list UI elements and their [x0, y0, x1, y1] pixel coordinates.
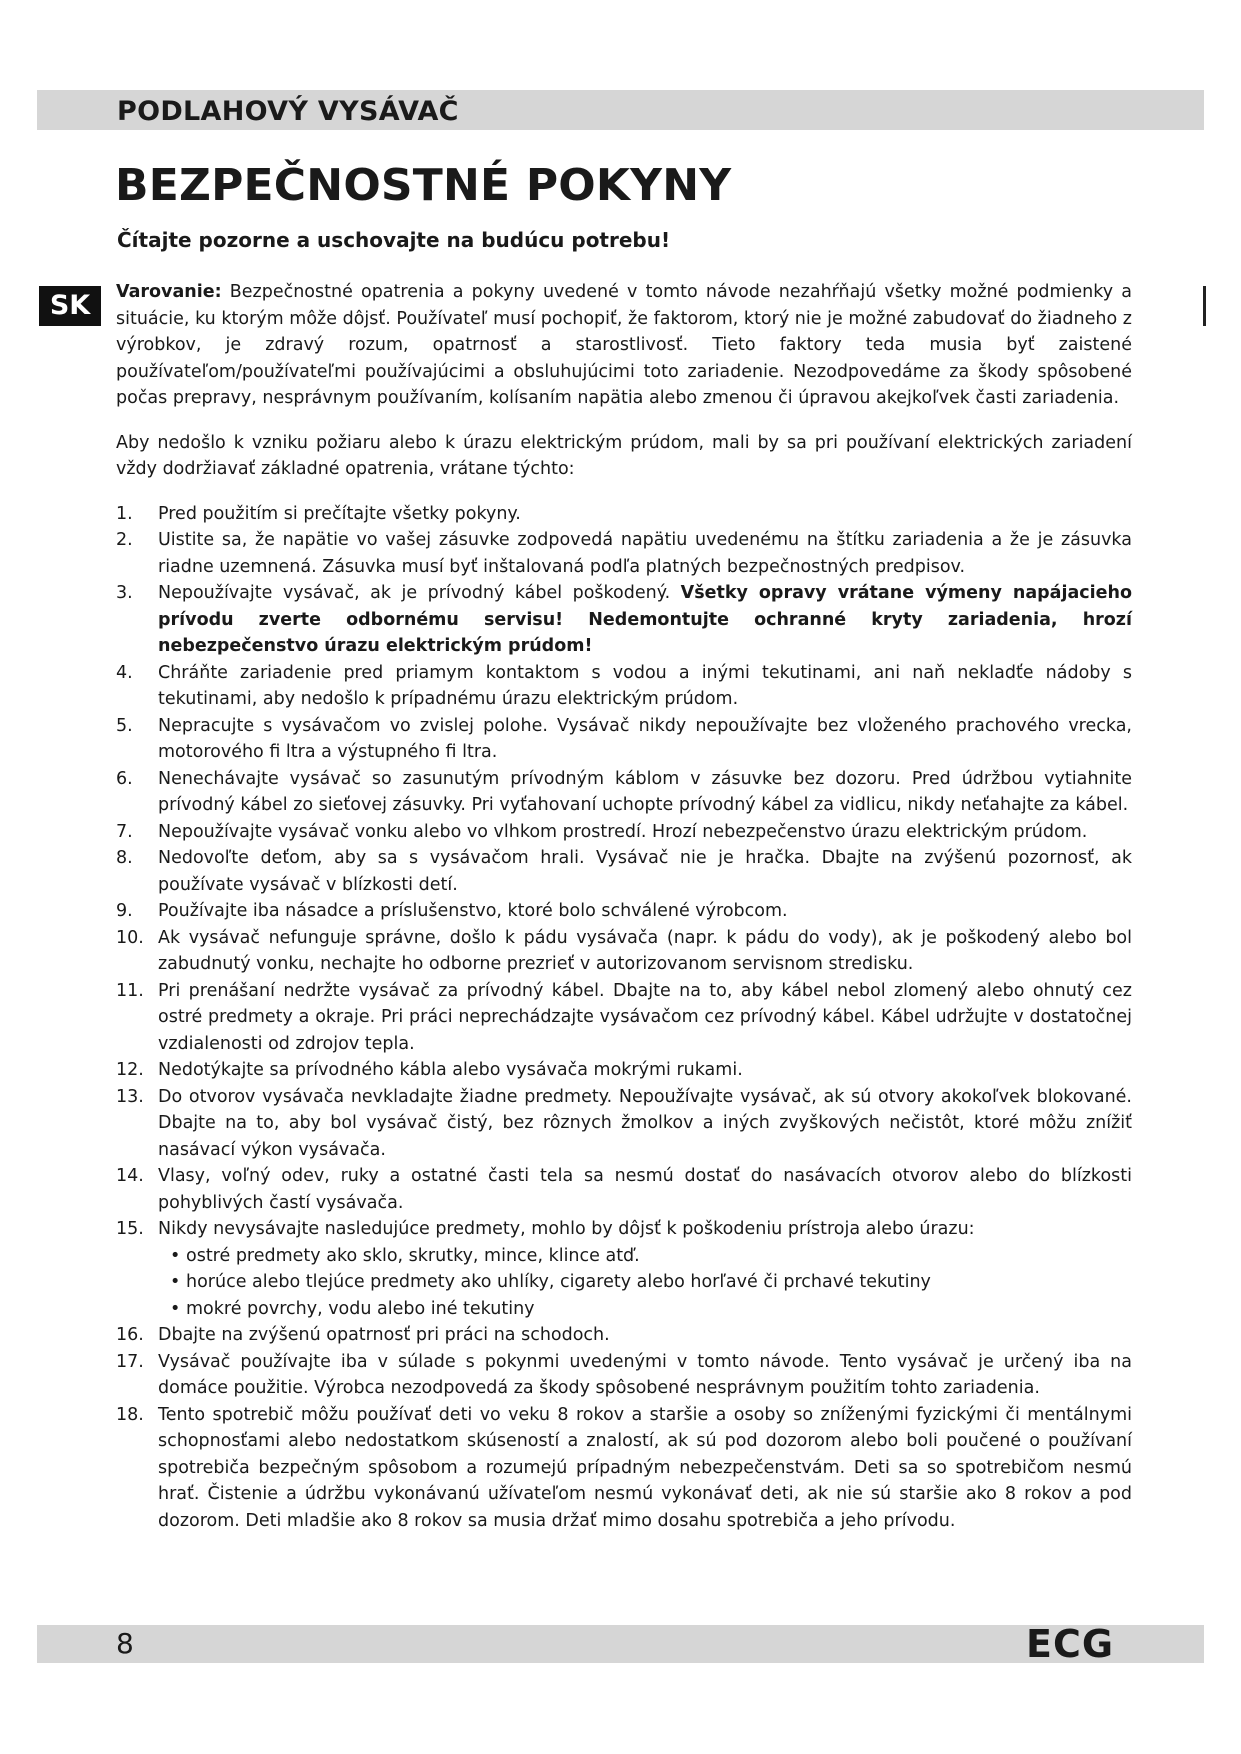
item-number: 18.	[116, 1404, 144, 1425]
list-item	[116, 580, 1132, 660]
list-item	[116, 501, 1132, 528]
item-text: Používajte iba násadce a príslušenstvo, ktoré bolo schválené výrobcom.	[158, 901, 788, 921]
list-item	[116, 1084, 1132, 1164]
item-number: 14.	[116, 1166, 144, 1186]
item-text: Vlasy, voľný odev, ruky a ostatné časti tela sa nesmú dostať do nasávacích otvorov alebo do blízkosti pohyblivých častí vysávača.	[158, 1166, 1132, 1213]
item-text: Nedovoľte deťom, aby sa s vysávačom hrali. Vysávač nie je hračka. Dbajte na zvýšenú pozornosť, ak používate vysávač v blízkosti detí.	[158, 848, 1132, 895]
item-number: 11.	[116, 980, 144, 1001]
warning-paragraph	[116, 279, 1132, 412]
list-item	[116, 1216, 1132, 1322]
item-number: 6.	[116, 768, 133, 789]
item-number: 3.	[116, 583, 133, 603]
item-text: Pred použitím si prečítajte všetky pokyny.	[158, 503, 521, 524]
item-number: 12.	[116, 1060, 144, 1080]
item-number: 13.	[116, 1086, 144, 1107]
item-text: Chráňte zariadenie pred priamym kontaktom s vodou a inými tekutinami, ani naň nekladťe nádoby s tekutinami, aby nedošlo k prípadnému úrazu elektrickým prúdom.	[158, 662, 1132, 709]
item-number: 15.	[116, 1219, 144, 1239]
safety-rules-list	[116, 501, 1132, 1535]
forbidden-items-list	[158, 1243, 1132, 1323]
warning-text: Bezpečnostné opatrenia a pokyny uvedené v tomto návode nezahŕňajú všetky možné podmienky a situácie, ku ktorým môže dôjsť. Používateľ musí pochopiť, že faktorom, ktorý nie je možné zabudovať do žiadneho z výrobkov, je zdravý rozum, opatrnosť a starostlivosť. Tieto faktory teda musia byť zaistené používateľom/používateľmi používajúcimi a obsluhujúcimi toto zariadenie. Nezodpovedáme za škody spôsobené počas prepravy, nesprávnym používaním, kolísaním napätia alebo zmenou či úpravou akejkoľvek časti zariadenia.	[116, 282, 1132, 408]
item-text: Nedotýkajte sa prívodného kábla alebo vysávača mokrými rukami.	[158, 1060, 743, 1080]
list-item	[116, 660, 1132, 713]
item-text: Uistite sa, že napätie vo vašej zásuvke zodpovedá napätiu uvedenému na štítku zariadenia a že je zásuvka riadne uzemnená. Zásuvka musí byť inštalovaná podľa platných bezpečnostných predpisov.	[158, 530, 1132, 577]
item-number: 9.	[116, 901, 133, 921]
item-text: Do otvorov vysávača nevkladajte žiadne predmety. Nepoužívajte vysávač, ak sú otvory akokoľvek blokované. Dbajte na to, aby bol vysávač čistý, bez rôznych žmolkov a iných zvyškových nečistôt, ktoré môžu znížiť nasávací výkon vysávača.	[158, 1086, 1132, 1160]
item-number: 1.	[116, 503, 133, 524]
brand-logo: ECG	[1026, 1622, 1115, 1666]
item-text: Tento spotrebič môžu používať deti vo veku 8 rokov a staršie a osoby so zníženými fyzickými či mentálnymi schopnosťami alebo nedostatkom skúseností a znalostí, ak sú pod dozorom alebo boli poučené o používaní spotrebiča bezpečným spôsobom a rozumejú prípadným nebezpečenstvám. Deti sa so spotrebičom nesmú hrať. Čistenie a údržbu vykonávanú užívateľom nesmú vykonávať deti, ak nie sú staršie ako 8 rokov a pod dozorom. Deti mladšie ako 8 rokov sa musia držať mimo dosahu spotrebiča a jeho prívodu.	[158, 1404, 1132, 1531]
item-number: 16.	[116, 1325, 144, 1345]
language-badge: SK	[39, 286, 101, 326]
document-body	[116, 279, 1132, 1534]
list-item	[116, 1322, 1132, 1349]
warning-label: Varovanie:	[116, 282, 222, 302]
list-item	[116, 925, 1132, 978]
item-text: Nikdy nevysávajte nasledujúce predmety, mohlo by dôjsť k poškodeniu prístroja alebo úrazu:	[158, 1219, 975, 1239]
item-bold-text: Všetky opravy vrátane výmeny napájacieho prívodu zverte odbornému servisu! Nedemontujte ochranné kryty zariadenia, hrozí nebezpečenstvo úrazu elektrickým prúdom!	[158, 583, 1132, 656]
list-item	[116, 766, 1132, 819]
list-item	[116, 978, 1132, 1058]
item-number: 7.	[116, 821, 133, 842]
list-item	[116, 713, 1132, 766]
bullet-item: • mokré povrchy, vodu alebo iné tekutiny	[170, 1296, 1132, 1323]
bullet-item: • horúce alebo tlejúce predmety ako uhlíky, cigarety alebo horľavé či prchavé tekutiny	[170, 1269, 1132, 1296]
item-text: Dbajte na zvýšenú opatrnosť pri práci na schodoch.	[158, 1325, 610, 1345]
bullet-item: • ostré predmety ako sklo, skrutky, mince, klince atď.	[170, 1243, 1132, 1270]
list-item	[116, 845, 1132, 898]
item-number: 8.	[116, 848, 133, 868]
item-number: 2.	[116, 530, 133, 550]
list-item	[116, 1349, 1132, 1402]
margin-marker	[1203, 286, 1206, 326]
item-text: Vysávač používajte iba v súlade s pokynmi uvedenými v tomto návode. Tento vysávač je určený iba na domáce použitie. Výrobca nezodpovedá za škody spôsobené nesprávnym použitím tohto zariadenia.	[158, 1351, 1132, 1398]
list-item	[116, 1402, 1132, 1535]
page-number: 8	[116, 1627, 134, 1660]
item-number: 17.	[116, 1351, 144, 1372]
item-text: Nepracujte s vysávačom vo zvislej polohe. Vysávač nikdy nepoužívajte bez vloženého prachového vrecka, motorového fi ltra a výstupného fi ltra.	[158, 715, 1132, 762]
list-item	[116, 1163, 1132, 1216]
page-title: BEZPEČNOSTNÉ POKYNY	[115, 160, 732, 211]
item-text: Nepoužívajte vysávač, ak je prívodný kábel poškodený.	[158, 583, 671, 603]
item-text: Nenechávajte vysávač so zasunutým prívodným káblom v zásuvke bez dozoru. Pred údržbou vytiahnite prívodný kábel zo sieťovej zásuvky. Pri vyťahovaní uchopte prívodný kábel za vidlicu, nikdy neťahajte za kábel.	[158, 768, 1132, 815]
list-item	[116, 898, 1132, 925]
subtitle: Čítajte pozorne a uschovajte na budúcu potrebu!	[117, 228, 671, 252]
item-text: Ak vysávač nefunguje správne, došlo k pádu vysávača (napr. k pádu do vody), ak je poškodený alebo bol zabudnutý vonku, nechajte ho odborne prezrieť v autorizovanom servisnom stredisku.	[158, 927, 1132, 974]
list-item	[116, 819, 1132, 846]
item-number: 5.	[116, 715, 133, 736]
section-title: PODLAHOVÝ VYSÁVAČ	[117, 96, 459, 127]
item-number: 10.	[116, 927, 144, 948]
item-number: 4.	[116, 662, 133, 683]
item-text: Pri prenášaní nedržte vysávač za prívodný kábel. Dbajte na to, aby kábel nebol zlomený alebo ohnutý cez ostré predmety a okraje. Pri práci neprechádzajte vysávačom cez prívodný kábel. Kábel udržujte v dostatočnej vzdialenosti od zdrojov tepla.	[158, 980, 1132, 1054]
list-item	[116, 527, 1132, 580]
intro-paragraph: Aby nedošlo k vzniku požiaru alebo k úrazu elektrickým prúdom, mali by sa pri používaní elektrických zariadení vždy dodržiavať základné opatrenia, vrátane týchto:	[116, 432, 1132, 479]
list-item	[116, 1057, 1132, 1084]
item-text: Nepoužívajte vysávač vonku alebo vo vlhkom prostredí. Hrozí nebezpečenstvo úrazu elektrickým prúdom.	[158, 821, 1088, 842]
